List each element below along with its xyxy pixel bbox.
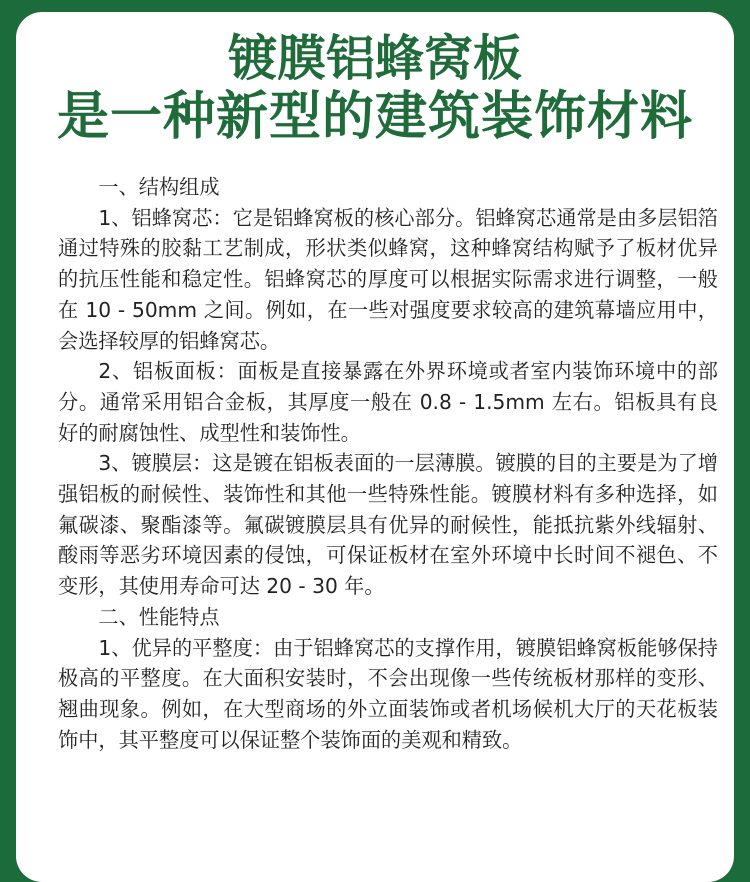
article-body (58, 172, 718, 755)
paragraph-honeycomb-core: 1、铝蜂窝芯：它是铝蜂窝板的核心部分。铝蜂窝芯通常是由多层铝箔通过特殊的胶黏工艺制成，形状类似蜂窝，这种蜂窝结构赋予了板材优异的抗压性能和稳定性。铝蜂窝芯的厚度可以根据实际需求进行调整，一般在 10 - 50mm 之间。例如，在一些对强度要求较高的建筑幕墙应用中，会选择较厚的铝蜂窝芯。 (58, 205, 718, 353)
title-line-1: 镀膜铝蜂窝板 (227, 30, 522, 87)
section-heading-structure: 一、结构组成 (98, 175, 220, 199)
paragraph-flatness: 1、优异的平整度：由于铝蜂窝芯的支撑作用，镀膜铝蜂窝板能够保持极高的平整度。在大面积安装时，不会出现像一些传统板材那样的变形、翘曲现象。例如，在大型商场的外立面装饰或者机场候机大厅的天花板装饰中，其平整度可以保证整个装饰面的美观和精致。 (58, 635, 718, 752)
title-line-2: 是一种新型的建筑装饰材料 (56, 87, 693, 147)
article-title (16, 12, 734, 146)
section-heading-performance: 二、性能特点 (98, 604, 220, 629)
article-card (16, 12, 734, 882)
paragraph-aluminum-panel: 2、铝板面板：面板是直接暴露在外界环境或者室内装饰环境中的部分。通常采用铝合金板，其厚度一般在 0.8 - 1.5mm 左右。铝板具有良好的耐腐蚀性、成型性和装饰性。 (58, 359, 718, 445)
paragraph-coating-layer: 3、镀膜层：这是镀在铝板表面的一层薄膜。镀膜的目的主要是为了增强铝板的耐候性、装饰性和其他一些特殊性能。镀膜材料有多种选择，如氟碳漆、聚酯漆等。氟碳镀膜层具有优异的耐候性，能抵抗紫外线辐射、酸雨等恶劣环境因素的侵蚀，可保证板材在室外环境中长时间不褪色、不变形，其使用寿命可达 20 - 30 年。 (58, 451, 718, 599)
